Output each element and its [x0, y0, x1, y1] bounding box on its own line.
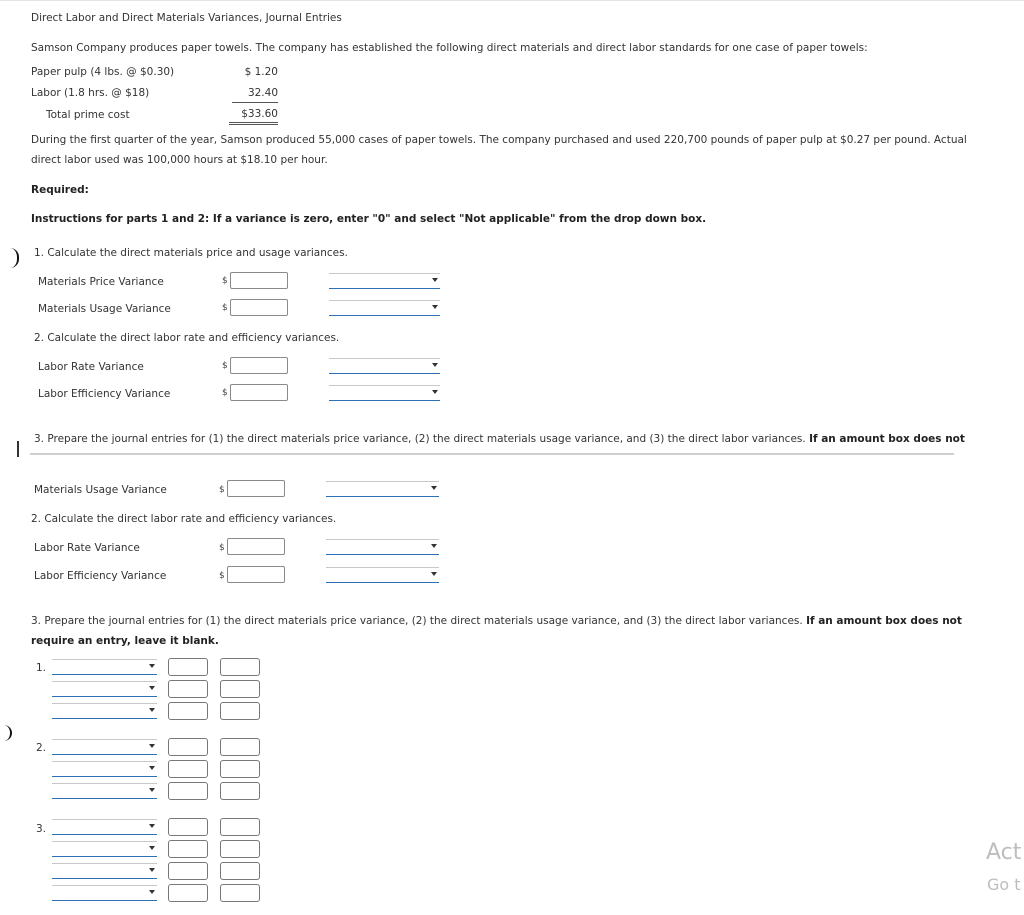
journal-credit-input[interactable] — [220, 884, 260, 902]
intro-text: Samson Company produces paper towels. The company has established the following direct materials and direct labor standards for one case of paper towels: — [31, 42, 868, 54]
section-bracket — [4, 725, 12, 741]
labor-efficiency-amount-input-2[interactable] — [227, 566, 285, 583]
chevron-down-icon — [432, 278, 438, 282]
part3-heading-bold: If an amount box does not — [806, 615, 962, 627]
page-title: Direct Labor and Direct Materials Variances, Journal Entries — [31, 12, 342, 24]
chevron-down-icon — [432, 363, 438, 367]
journal-debit-input[interactable] — [168, 782, 208, 800]
part3-heading-text: 3. Prepare the journal entries for (1) the direct materials price variance, (2) the direct materials usage variance, and (3) the direct labor variances. — [31, 615, 803, 627]
materials-usage-type-select[interactable] — [329, 300, 440, 316]
journal-debit-input[interactable] — [168, 862, 208, 880]
pulp-label: Paper pulp (4 lbs. @ $0.30) — [31, 66, 175, 78]
journal-entry-number: 3. — [36, 823, 47, 835]
labor-efficiency-type-select[interactable] — [329, 385, 440, 401]
labor-efficiency-type-select-2[interactable] — [326, 567, 439, 583]
journal-credit-input[interactable] — [220, 702, 260, 720]
journal-credit-input[interactable] — [220, 862, 260, 880]
part3-heading-text: 3. Prepare the journal entries for (1) the direct materials price variance, (2) the direct materials usage variance, and (3) the direct labor variances. — [34, 433, 806, 445]
labor-rate-amount-input[interactable] — [230, 357, 288, 374]
section-divider — [30, 453, 954, 455]
labor-rate-type-select-2[interactable] — [326, 539, 439, 555]
labor-rate-amount-input-2[interactable] — [227, 538, 285, 555]
chevron-down-icon — [149, 664, 155, 668]
dollar-sign: $ — [222, 388, 228, 398]
journal-debit-input[interactable] — [168, 738, 208, 756]
journal-account-select[interactable] — [52, 681, 157, 697]
paragraph-line2: direct labor used was 100,000 hours at $18.10 per hour. — [31, 154, 328, 166]
pulp-value: $ 1.20 — [244, 66, 278, 78]
materials-usage-label-2: Materials Usage Variance — [34, 484, 167, 496]
materials-price-type-select[interactable] — [329, 273, 440, 289]
chevron-down-icon — [149, 766, 155, 770]
journal-account-select[interactable] — [52, 761, 157, 777]
journal-debit-input[interactable] — [168, 680, 208, 698]
section-bracket — [10, 248, 19, 268]
labor-rate-label: Labor Rate Variance — [38, 361, 144, 373]
chevron-down-icon — [149, 824, 155, 828]
activation-watermark-line2: Go t — [987, 875, 1021, 894]
labor-efficiency-label-2: Labor Efficiency Variance — [34, 570, 167, 582]
chevron-down-icon — [431, 544, 437, 548]
journal-account-select[interactable] — [52, 863, 157, 879]
materials-usage-amount-input-2[interactable] — [227, 480, 285, 497]
dollar-sign: $ — [222, 303, 228, 313]
instructions: Instructions for parts 1 and 2: If a variance is zero, enter "0" and select "Not applicable" from the drop down box. — [31, 213, 707, 225]
part2-heading-2: 2. Calculate the direct labor rate and efficiency variances. — [31, 513, 337, 525]
required-heading: Required: — [31, 184, 89, 196]
labor-efficiency-amount-input[interactable] — [230, 384, 288, 401]
chevron-down-icon — [432, 390, 438, 394]
chevron-down-icon — [149, 744, 155, 748]
journal-credit-input[interactable] — [220, 658, 260, 676]
dollar-sign: $ — [219, 571, 225, 581]
journal-account-select[interactable] — [52, 703, 157, 719]
materials-usage-label: Materials Usage Variance — [38, 303, 171, 315]
top-border — [0, 0, 1024, 1]
part3-heading-line1 — [31, 615, 962, 627]
total-rule-2 — [229, 124, 278, 125]
journal-credit-input[interactable] — [220, 818, 260, 836]
total-rule-1 — [229, 122, 278, 123]
part3-heading-line2: require an entry, leave it blank. — [31, 635, 219, 647]
part3-heading-bold: If an amount box does not — [809, 433, 965, 445]
materials-price-amount-input[interactable] — [230, 272, 288, 289]
labor-efficiency-label: Labor Efficiency Variance — [38, 388, 171, 400]
materials-usage-type-select-2[interactable] — [326, 481, 439, 497]
part2-heading: 2. Calculate the direct labor rate and efficiency variances. — [34, 332, 340, 344]
journal-debit-input[interactable] — [168, 840, 208, 858]
chevron-down-icon — [149, 788, 155, 792]
part3-heading-top — [34, 433, 965, 445]
activation-watermark-line1: Act — [986, 840, 1022, 865]
journal-account-select[interactable] — [52, 885, 157, 901]
chevron-down-icon — [431, 572, 437, 576]
journal-debit-input[interactable] — [168, 760, 208, 778]
journal-debit-input[interactable] — [168, 658, 208, 676]
labor-rate-label-2: Labor Rate Variance — [34, 542, 140, 554]
journal-debit-input[interactable] — [168, 884, 208, 902]
dollar-sign: $ — [222, 276, 228, 286]
labor-rate-type-select[interactable] — [329, 358, 440, 374]
chevron-down-icon — [149, 708, 155, 712]
journal-entry-number: 1. — [36, 662, 47, 674]
materials-usage-amount-input[interactable] — [230, 299, 288, 316]
total-label: Total prime cost — [46, 109, 130, 121]
chevron-down-icon — [432, 305, 438, 309]
part1-heading: 1. Calculate the direct materials price and usage variances. — [34, 247, 348, 259]
journal-credit-input[interactable] — [220, 782, 260, 800]
journal-account-select[interactable] — [52, 659, 157, 675]
section-marker — [17, 441, 19, 457]
subtotal-rule — [232, 102, 278, 103]
materials-price-label: Materials Price Variance — [38, 276, 164, 288]
chevron-down-icon — [149, 868, 155, 872]
journal-credit-input[interactable] — [220, 738, 260, 756]
total-value: $33.60 — [241, 108, 278, 120]
journal-account-select[interactable] — [52, 819, 157, 835]
journal-entry-number: 2. — [36, 742, 47, 754]
journal-credit-input[interactable] — [220, 840, 260, 858]
journal-account-select[interactable] — [52, 783, 157, 799]
journal-credit-input[interactable] — [220, 760, 260, 778]
journal-account-select[interactable] — [52, 841, 157, 857]
journal-debit-input[interactable] — [168, 702, 208, 720]
dollar-sign: $ — [219, 543, 225, 553]
dollar-sign: $ — [219, 485, 225, 495]
labor-value: 32.40 — [247, 87, 278, 99]
journal-credit-input[interactable] — [220, 680, 260, 698]
paragraph-line1: During the first quarter of the year, Samson produced 55,000 cases of paper towels. The company purchased and used 220,700 pounds of paper pulp at $0.27 per pound. Actual — [31, 134, 967, 146]
chevron-down-icon — [149, 686, 155, 690]
journal-account-select[interactable] — [52, 739, 157, 755]
chevron-down-icon — [149, 846, 155, 850]
chevron-down-icon — [431, 486, 437, 490]
labor-label: Labor (1.8 hrs. @ $18) — [31, 87, 150, 99]
chevron-down-icon — [149, 890, 155, 894]
dollar-sign: $ — [222, 361, 228, 371]
journal-debit-input[interactable] — [168, 818, 208, 836]
